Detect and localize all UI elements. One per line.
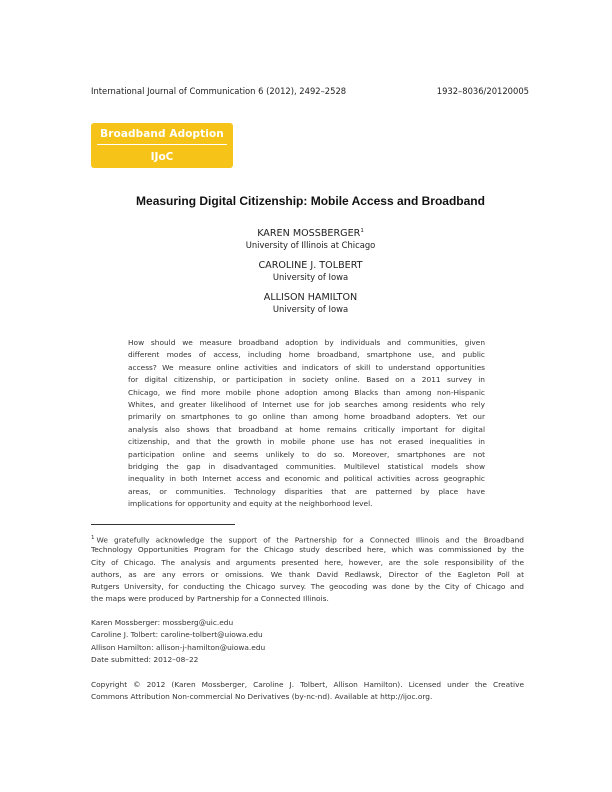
footnote-line: City of Chicago. The analysis and arguments presented here, however, are the sole responsibility of the bbox=[91, 557, 524, 567]
running-header-right: 1932–8036/20120005 bbox=[436, 86, 529, 96]
abstract-line: primarily on smartphones to go online than among home broadband adopters. Yet our bbox=[128, 412, 485, 422]
footnote-line: the maps were produced by Partnership for a Connected Illinois. bbox=[91, 594, 329, 604]
date-submitted: Date submitted: 2012–08–22 bbox=[91, 654, 199, 664]
author-affiliation: University of Illinois at Chicago bbox=[245, 240, 376, 251]
footnote-number: 1 bbox=[91, 535, 95, 541]
abstract-line: bridging the gap in disadvantaged communities. Multilevel statistical models show bbox=[128, 461, 485, 471]
author-affiliation: University of Iowa bbox=[272, 304, 349, 314]
footnote-reference: 1 bbox=[360, 228, 364, 234]
abstract-line: analysis also shows that broadband at home remains critically important for digital bbox=[128, 424, 485, 434]
running-header-left: International Journal of Communication 6 (2012), 2492–2528 bbox=[91, 86, 347, 96]
abstract-line: inequality in both Internet access and economic and political activities across geographic bbox=[128, 474, 485, 484]
abstract-line: Chicago, we find more mobile phone adoption among Blacks than among non-Hispanic bbox=[128, 387, 485, 397]
abstract-line: access? We measure online activities and indicators of skill to understand opportunities bbox=[128, 362, 485, 372]
footnote-line: $^1$ We gratefully acknowledge the support of the Partnership for a Connected Illinois and the Broadband bbox=[91, 535, 524, 545]
badge-divider bbox=[97, 144, 227, 145]
abstract-line: How should we measure broadband adoption by individuals and communities, given bbox=[128, 338, 485, 347]
abstract-line: areas, or communities. Technology disparities that are patterned by place have bbox=[128, 486, 485, 496]
author-name: KAREN MOSSBERGER$^1$ bbox=[257, 228, 364, 240]
contact-line: Allison Hamilton: allison-j-hamilton@uiowa.edu bbox=[91, 642, 266, 652]
article-title: Measuring Digital Citizenship: Mobile Access and Broadband bbox=[136, 194, 485, 208]
abstract bbox=[128, 337, 485, 510]
author-affiliation: University of Iowa bbox=[272, 272, 349, 282]
author-entry bbox=[91, 228, 530, 250]
footnote-line: Rutgers University, for conducting the Chicago survey. The geocoding was done by the City of Chicago and bbox=[91, 582, 524, 592]
abstract-line: participation online and seems unlikely to do so. Moreover, smartphones are not bbox=[128, 449, 485, 459]
abstract-line: for digital citizenship, or participation in society online. Based on a 2011 survey in bbox=[128, 375, 485, 385]
abstract-line: citizenship, and that the growth in mobile phone use has not erased inequalities in bbox=[128, 437, 485, 447]
abstract-line: implications for opportunity and equity at the neighborhood level. bbox=[128, 499, 373, 509]
contact-line: Karen Mossberger: mossberg@uic.edu bbox=[91, 618, 234, 627]
copyright-notice bbox=[91, 679, 524, 704]
author-name: ALLISON HAMILTON bbox=[263, 292, 358, 303]
footnote-line: authors, as are any errors or omissions. We thank David Redlawsk, Director of the Eagleton Poll at bbox=[91, 569, 524, 579]
footnote-separator bbox=[91, 524, 235, 525]
contact-line: Caroline J. Tolbert: caroline-tolbert@uiowa.edu bbox=[91, 630, 263, 640]
footnote bbox=[91, 532, 524, 606]
footnote-line: Technology Opportunities Program for the Chicago study described here, which was commissioned by the bbox=[91, 545, 524, 555]
copyright-line: Commons Attribution Non-commercial No Derivatives (by-nc-nd). Available at http://ijoc.org. bbox=[91, 692, 433, 702]
badge-journal-label: IJoC bbox=[150, 151, 174, 163]
author-contacts bbox=[91, 617, 265, 666]
author-name: CAROLINE J. TOLBERT bbox=[258, 260, 363, 271]
abstract-line: different modes of access, including home broadband, smartphone use, and public bbox=[128, 350, 485, 360]
badge-section-label: Broadband Adoption bbox=[100, 128, 224, 140]
abstract-line: Whites, and greater likelihood of Internet use for job searches among residents who rely bbox=[128, 399, 485, 409]
section-badge bbox=[91, 123, 233, 168]
author-entry bbox=[91, 292, 530, 314]
author-entry bbox=[91, 260, 530, 282]
copyright-line: Copyright © 2012 (Karen Mossberger, Caroline J. Tolbert, Allison Hamilton). Licensed under the Creative bbox=[91, 680, 524, 689]
